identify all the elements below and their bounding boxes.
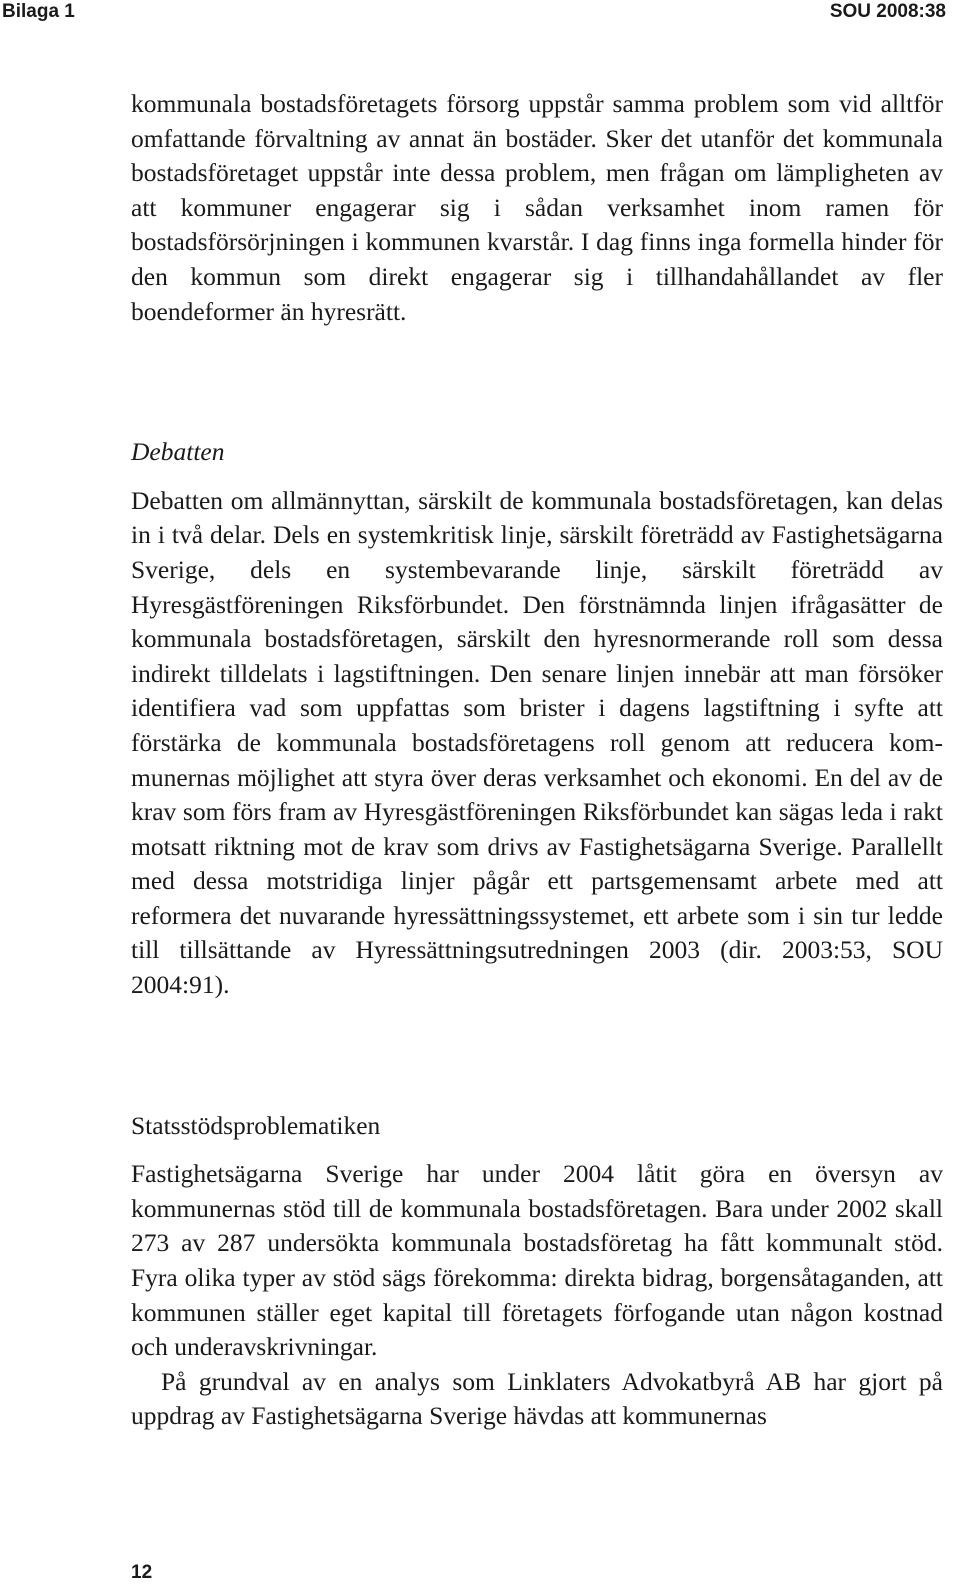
running-header-left: Bilaga 1 [2, 1, 75, 22]
body-paragraph: På grundval av en analys som Linklaters Advokatbyrå AB har gjort på uppdrag av Fastighetsägarna Sverige hävdas att kommunernas [131, 1366, 943, 1431]
section-heading-statsstod: Statsstödsproblematiken [131, 1110, 381, 1140]
body-paragraph: Debatten om allmännyttan, särskilt de kommunala bostadsföretagen, kan delas in i två delar. Dels en systemkritisk linje, särskilt företrädd av Fastighetsägarna Sverige, dels en systembevarande linje, särskilt företrädd av Hyresgästföreningen Riksförbundet. Den förstnämnda linjen ifrågasätter de kommunala bostadsföretagen, särskilt den hyresnormerande roll som dessa indirekt tilldelats i lagstiftningen. Den senare linjen innebär att man försöker identifiera vad som uppfattas som brister i dagens lagstiftning i syfte att förstärka de kommunala bostadsföretagens roll genom att reducera kommunernas möjlighet att styra över deras verksamhet och ekonomi. En del av de krav som förs fram av Hyresgästföreningen Riksförbundet kan sägas leda i rakt motsatt riktning mot de krav som drivs av Fastighetsägarna Sverige. Parallellt med dessa motstridiga linjer pågår ett partsgemensamt arbete med att reformera det nuvarande hyressättningssystemet, ett arbete som i sin tur ledde till tillsättande av Hyressättningsutredningen 2003 (dir. 2003:53, SOU 2004:91). [131, 485, 943, 1000]
page-number: 12 [131, 1562, 153, 1583]
page-body [131, 87, 943, 1434]
body-paragraph: kommunala bostadsföretagets försorg uppstår samma problem som vid alltför omfattande förvaltning av annat än bostäder. Sker det utanför det kommunala bostadsföretaget uppstår inte dessa problem, men frågan om lämpligheten av att kommuner engagerar sig i sådan verksamhet inom ramen för bostadsförsörjningen i kommunen kvarstår. I dag finns inga formella hinder för den kommun som direkt engagerar sig i tillhandahållandet av fler boendeformer än hyresrätt. [131, 89, 943, 326]
running-header-right: SOU 2008:38 [829, 1, 946, 22]
body-paragraph: Fastighetsägarna Sverige har under 2004 låtit göra en översyn av kommunernas stöd till de kommunala bostadsföretagen. Bara under 2002 skall 273 av 287 undersökta kommunala bostadsföretag ha fått kommunalt stöd. Fyra olika typer av stöd sägs förekomma: direkta bidrag, borgensåtaganden, att kommunen ställer eget kapital till företagets förfogande utan någon kostnad och underavskrivningar. [131, 1159, 943, 1362]
section-heading-debatten: Debatten [131, 437, 225, 467]
